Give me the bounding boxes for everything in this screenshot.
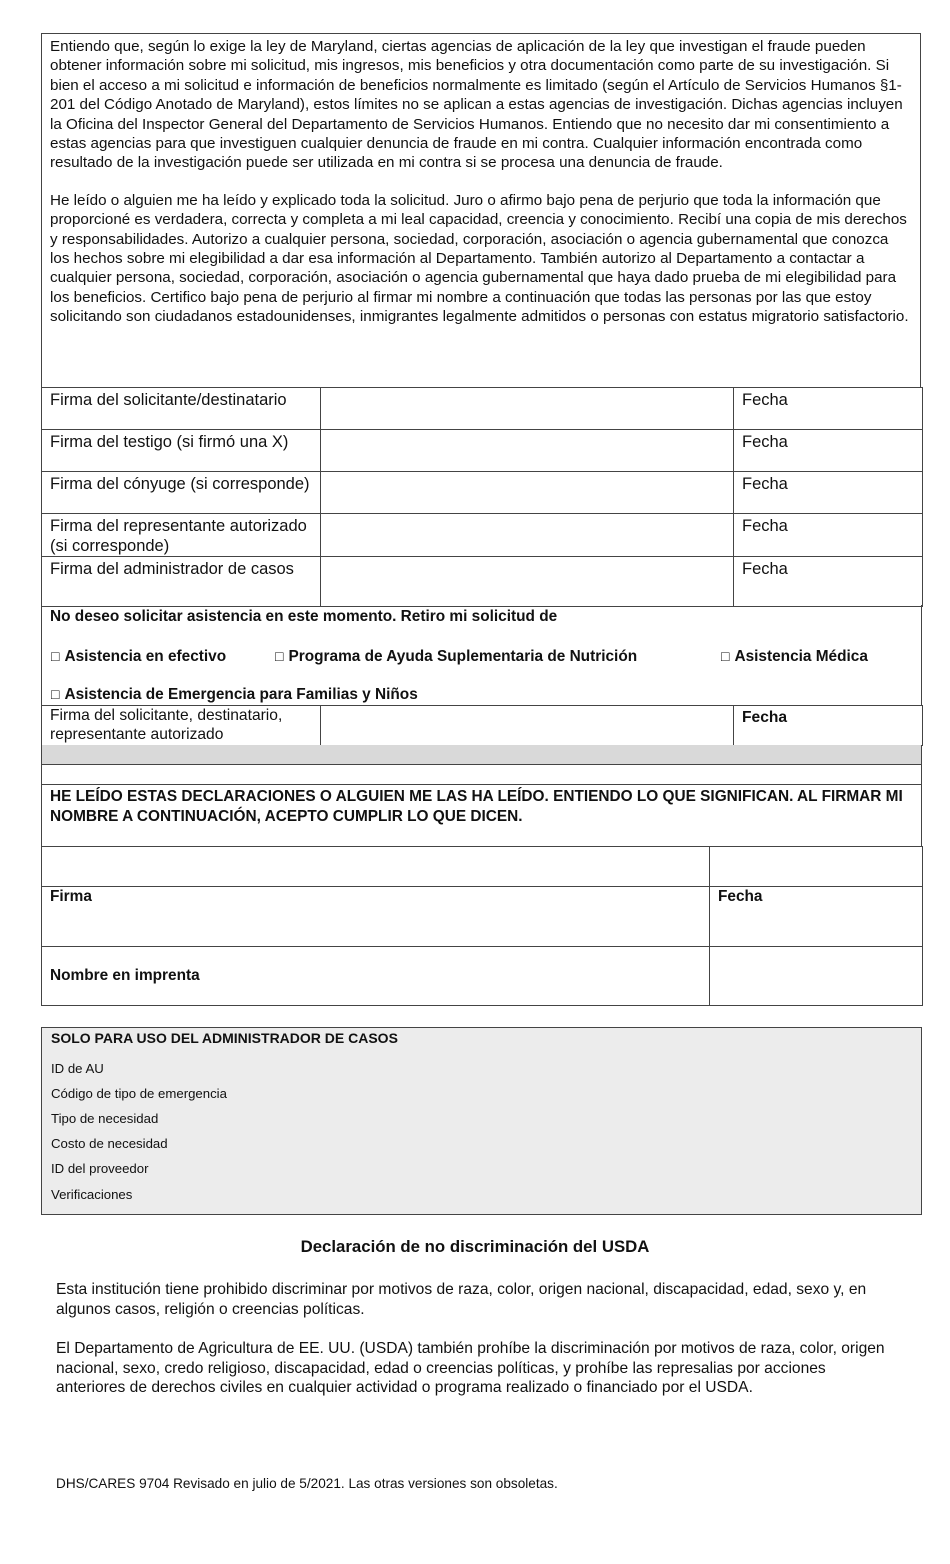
signature-row-spouse [42,472,923,514]
option-cash-assistance[interactable] [51,648,226,666]
applicant-signature-field[interactable] [321,388,734,430]
signature-label: Firma del testigo (si firmó una X) [42,430,321,472]
field-need-cost: Costo de necesidad [51,1136,168,1151]
signature-row-applicant [42,388,923,430]
checkbox-icon[interactable]: □ [721,648,730,664]
authorization-statement [41,33,921,387]
signature-row-caseworker [42,557,923,607]
option-label: Asistencia en efectivo [64,648,227,665]
caseworker-signature-field[interactable] [321,557,734,607]
field-provider-id: ID del proveedor [51,1161,149,1176]
spouse-signature-field[interactable] [321,472,734,514]
date-field[interactable]: Fecha [734,706,923,746]
option-medical-assistance[interactable] [721,648,868,666]
withdraw-title: No deseo solicitar asistencia en este momento. Retiro mi solicitud de [50,608,558,625]
checkbox-icon[interactable]: □ [275,648,284,664]
usda-paragraph-1: Esta institución tiene prohibido discriminar por motivos de raza, color, origen nacional, discapacidad, edad, sexo y, en algunos casos, religión o creencias políticas. [56,1281,867,1318]
final-signature-field[interactable] [42,847,710,887]
option-label: Asistencia de Emergencia para Familias y Niños [64,686,418,703]
date-label: Fecha [710,887,923,947]
representative-signature-field[interactable] [321,514,734,557]
form-footer: DHS/CARES 9704 Revisado en julio de 5/2021. Las otras versiones son obsoletas. [56,1476,558,1491]
signature-label: Firma del representante autorizado (si corresponde) [42,514,321,557]
withdraw-section [41,605,922,706]
date-field[interactable]: Fecha [734,514,923,557]
acknowledgement-statement: HE LEÍDO ESTAS DECLARACIONES O ALGUIEN ME LAS HA LEÍDO. ENTIENDO LO QUE SIGNIFICAN. AL FIRMAR MI NOMBRE A CONTINUACIÓN, ACEPTO CUMPLIR LO QUE DICEN. [41,785,922,846]
date-field[interactable]: Fecha [734,557,923,607]
perjury-affirmation-paragraph: He leído o alguien me ha leído y explicado toda la solicitud. Juro o afirmo bajo pena de perjurio que toda la información que proporcioné es verdadera, correcta y completa a mi leal capacidad, creencia y conocimiento. Recibí una copia de mis derechos y responsabilidades. Autorizo a cualquier persona, sociedad, corporación, asociación o agencia gubernamental que conozca los hechos sobre mi elegibilidad a dar esa información al Departamento. También autorizo al Departamento a contactar a cualquier persona, sociedad, corporación, asociación o agencia gubernamental que haya dado prueba de mi elegibilidad para los beneficios. Certifico bajo pena de perjurio al firmar mi nombre a continuación que todas las personas por las que estoy solicitando son ciudadanos estadounidenses, inmigrantes legalmente admitidos o personas con estatus migratorio satisfactorio. [50,191,909,326]
signature-label: Firma del cónyuge (si corresponde) [42,472,321,514]
signature-label: Firma [42,887,710,947]
option-snap[interactable] [275,648,637,666]
withdraw-signature-row [42,706,923,746]
signature-label: Firma del solicitante/destinatario [42,388,321,430]
option-label: Programa de Ayuda Suplementaria de Nutrición [288,648,638,665]
signature-table [41,387,923,607]
printed-name-field[interactable] [710,947,923,1006]
signature-row-representative [42,514,923,557]
signature-entry-row [42,847,923,887]
signature-label: Firma del administrador de casos [42,557,321,607]
final-date-field[interactable] [710,847,923,887]
printed-name-label: Nombre en imprenta [42,947,710,1006]
signature-row-witness [42,430,923,472]
field-au-id: ID de AU [51,1061,104,1076]
withdraw-signature-table [41,705,923,746]
caseworker-use-box [41,1027,922,1215]
witness-signature-field[interactable] [321,430,734,472]
signature-label-row [42,887,923,947]
divider-band [41,745,922,765]
checkbox-icon[interactable]: □ [51,686,60,702]
date-field[interactable]: Fecha [734,430,923,472]
final-signature-table [41,846,923,1006]
usda-paragraph-2: El Departamento de Agricultura de EE. UU. (USDA) también prohíbe la discriminación por motivos de raza, color, origen nacional, sexo, credo religioso, discapacidad, edad o creencias políticas, y prohíbe las represalias por acciones anteriores de derechos civiles en cualquier actividad o programa realizado o financiado por el USDA. [56,1340,885,1397]
divider-row [41,765,922,785]
option-emergency-assistance[interactable] [51,686,418,704]
field-emergency-code: Código de tipo de emergencia [51,1086,227,1101]
field-need-type: Tipo de necesidad [51,1111,159,1126]
signature-label: Firma del solicitante, destinatario, representante autorizado [42,706,321,746]
field-verifications: Verificaciones [51,1187,133,1202]
date-field[interactable]: Fecha [734,388,923,430]
usda-title: Declaración de no discriminación del USDA [300,1237,650,1256]
fraud-investigation-paragraph: Entiendo que, según lo exige la ley de Maryland, ciertas agencias de aplicación de la ley que investigan el fraude pueden obtener información sobre mi solicitud, mis ingresos, mis beneficios y otra documentación como parte de su investigación. Si bien el acceso a mi solicitud e información de beneficios normalmente es limitado (según el Artículo de Servicios Humanos §1-201 del Código Anotado de Maryland), estos límites no se aplican a estas agencias de investigación. Dichas agencias incluyen la Oficina del Inspector General del Departamento de Servicios Humanos. Entiendo que no necesito dar mi consentimiento a estas agencias para que investiguen cualquier denuncia de fraude en mi contra. Cualquier información encontrada como resultado de la investigación puede ser utilizada en mi contra si se procesa una denuncia de fraude. [50,38,903,172]
withdraw-signature-field[interactable] [321,706,734,746]
option-label: Asistencia Médica [734,648,868,665]
date-field[interactable]: Fecha [734,472,923,514]
printed-name-row [42,947,923,1006]
checkbox-icon[interactable]: □ [51,648,60,664]
caseworker-title: SOLO PARA USO DEL ADMINISTRADOR DE CASOS [51,1030,398,1046]
